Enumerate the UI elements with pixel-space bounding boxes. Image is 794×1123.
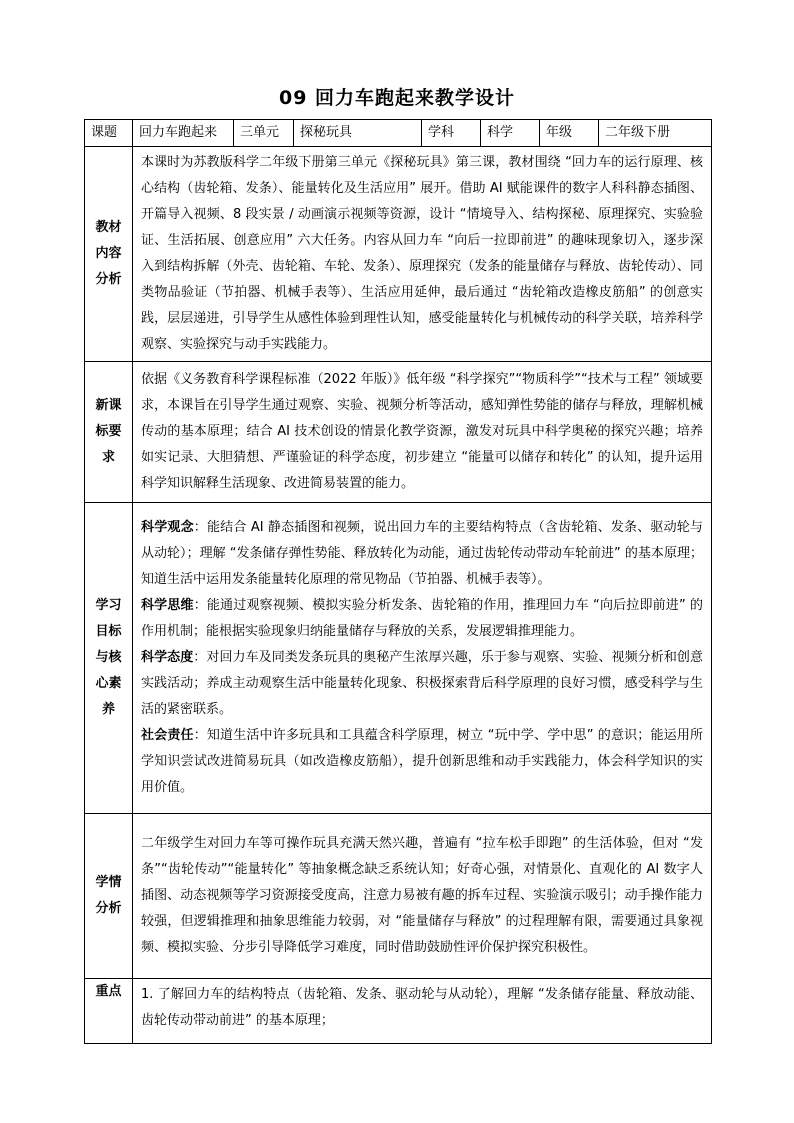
learning-goals-label: 学习 目标 与核 心素 养 — [85, 503, 133, 814]
discipline-label: 学科 — [422, 120, 481, 147]
material-analysis-label: 教材 内容 分析 — [85, 147, 133, 362]
page-title: 09 回力车跑起来教学设计 — [278, 87, 516, 109]
grade-label: 年级 — [540, 120, 599, 147]
goal-item: 科学思维：能通过观察视频、模拟实验分析发条、齿轮箱的作用，推理回力车 “向后拉即前进” 的作用机制；能根据实验现象归纳能量储存与释放的关系，发展逻辑推理能力。 — [141, 598, 703, 639]
header-row — [85, 120, 712, 147]
goal-item: 社会责任：知道生活中许多玩具和工具蕴含科学原理，树立 “玩中学、学中思” 的意识；能运用所学知识尝试改进简易玩具（如改造橡皮筋船），提升创新思维和动手实践能力，体会科学知识的实用价值。 — [141, 728, 703, 795]
key-points-label: 重点 — [85, 979, 133, 1044]
key-points-text: 1. 了解回力车的结构特点（齿轮箱、发条、驱动轮与从动轮），理解 “发条储存能量、释放动能、齿轮传动带动前进” 的基本原理； — [133, 979, 712, 1044]
student-analysis-text: 二年级学生对回力车等可操作玩具充满天然兴趣，普遍有 “拉车松手即跑” 的生活体验，但对 “发条”“齿轮传动”“能量转化” 等抽象概念缺乏系统认知；好奇心强，对情景化、直观化的 AI 数字人插图、动态视频等学习资源接受度高，注意力易被有趣的拆车过程、实验演示吸引；动手操作能力较强，但逻辑推理和抽象思维能力较弱，对 “能量储存与释放” 的过程理解有限，需要通过具象视频、模拟实验、分步引导降低学习难度，同时借助鼓励性评价保护探究积极性。 — [133, 814, 712, 979]
material-analysis-row — [85, 147, 712, 362]
subject-label: 课题 — [85, 120, 133, 147]
goal-item: 科学观念：能结合 AI 静态插图和视频，说出回力车的主要结构特点（含齿轮箱、发条、驱动轮与从动轮）；理解 “发条储存弹性势能、释放转化为动能，通过齿轮传动带动车轮前进” 的基本原理；知道生活中运用发条能量转化原理的常见物品（节拍器、机械手表等）。 — [141, 520, 703, 587]
curriculum-standards-label: 新课 标要 求 — [85, 362, 133, 503]
key-points-row — [85, 979, 712, 1044]
grade-value: 二年级下册 — [599, 120, 712, 147]
goal-item: 科学态度：对回力车及同类发条玩具的奥秘产生浓厚兴趣，乐于参与观察、实验、视频分析和创意实践活动；养成主动观察生活中能量转化现象、积极探索背后科学原理的良好习惯，感受科学与生活的紧密联系。 — [141, 650, 703, 717]
student-analysis-label: 学情 分析 — [85, 814, 133, 979]
unit-name-cell: 探秘玩具 — [294, 120, 422, 147]
unit-cell: 三单元 — [234, 120, 294, 147]
learning-goals-content — [133, 503, 712, 814]
discipline-value: 科学 — [481, 120, 540, 147]
subject-value: 回力车跑起来 — [133, 120, 234, 147]
learning-goals-row — [85, 503, 712, 814]
curriculum-standards-row — [85, 362, 712, 503]
material-analysis-text: 本课时为苏教版科学二年级下册第三单元《探秘玩具》第三课，教材围绕 “回力车的运行原理、核心结构（齿轮箱、发条）、能量转化及生活应用” 展开。借助 AI 赋能课件的数字人科科静态插图、开篇导入视频、8 段实景 / 动画演示视频等资源，设计 “情境导入、结构探秘、原理探究、实验验证、生活拓展、创意应用” 六大任务。内容从回力车 “向后一拉即前进” 的趣味现象切入，逐步深入到结构拆解（外壳、齿轮箱、车轮、发条）、原理探究（发条的能量储存与释放、齿轮传动）、同类物品验证（节拍器、机械手表等）、生活应用延伸，最后通过 “齿轮箱改造橡皮筋船” 的创意实践，层层递进，引导学生从感性体验到理性认知，感受能量转化与机械传动的科学关联，培养科学观察、实验探究与动手实践能力。 — [133, 147, 712, 362]
lesson-plan-table — [84, 119, 712, 1044]
curriculum-standards-text: 依据《义务教育科学课程标准（2022 年版）》低年级 “科学探究”“物质科学”“技术与工程” 领域要求，本课旨在引导学生通过观察、实验、视频分析等活动，感知弹性势能的储存与释放，理解机械传动的基本原理；结合 AI 技术创设的情景化教学资源，激发对玩具中科学奥秘的探究兴趣；培养如实记录、大胆猜想、严谨验证的科学态度，初步建立 “能量可以储存和转化” 的认知，提升运用科学知识解释生活现象、改进简易装置的能力。 — [133, 362, 712, 503]
student-analysis-row — [85, 814, 712, 979]
